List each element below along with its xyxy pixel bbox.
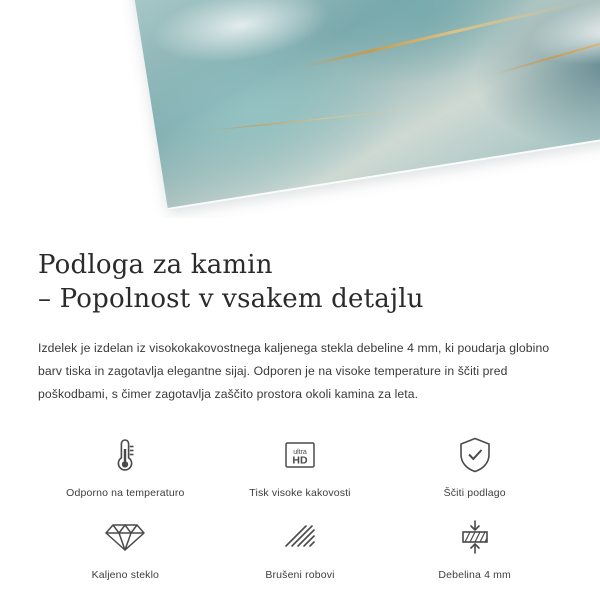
feature-label: Ščiti podlago <box>443 486 506 499</box>
feature-item-temperature <box>38 433 213 499</box>
feature-grid <box>38 433 562 581</box>
feature-label: Tisk visoke kakovosti <box>249 486 351 499</box>
feature-item-surface-protection <box>387 433 562 499</box>
feature-label: Brušeni robovi <box>265 568 335 581</box>
shield-check-icon <box>457 433 493 477</box>
page-title <box>38 248 562 317</box>
svg-text:HD: HD <box>292 454 308 467</box>
feature-item-tempered-glass <box>38 515 213 581</box>
diamond-icon <box>104 515 146 559</box>
svg-text:ultra: ultra <box>293 448 307 456</box>
marble-glass-panel <box>116 0 600 210</box>
feature-item-polished-edges <box>213 515 388 581</box>
page-title-line-2: – Popolnost v vsakem detajlu <box>38 284 424 315</box>
content-area <box>0 218 600 581</box>
sparkle-icon <box>520 168 546 194</box>
feature-item-thickness <box>387 515 562 581</box>
hero-image <box>0 0 600 218</box>
feature-label: Debelina 4 mm <box>438 568 511 581</box>
gold-vein <box>206 108 423 132</box>
feature-label: Odporno na temperaturo <box>66 486 185 499</box>
polished-edges-icon <box>280 515 320 559</box>
sparkle-icon <box>500 192 512 204</box>
marble-wisp <box>147 0 336 74</box>
thickness-icon <box>455 515 495 559</box>
feature-label: Kaljeno steklo <box>91 568 160 581</box>
page-title-line-1: Podloga za kamin <box>38 250 273 280</box>
sparkle-icon <box>548 186 564 202</box>
ultra-hd-icon <box>280 433 320 477</box>
thermometer-icon <box>112 433 138 477</box>
feature-item-print-quality <box>213 433 388 499</box>
product-description-text: Izdelek je izdelan iz visokokakovostnega kaljenega stekla debeline 4 mm, ki poudarja globino barv tiska in zagotavlja elegantne sijaj. Odporen je na visoke temperature in ščiti pred poškodbami, s čimer zagotavlja zaščito prostora okoli kamina za leta. <box>38 340 550 402</box>
hero-image-inner <box>0 0 600 218</box>
